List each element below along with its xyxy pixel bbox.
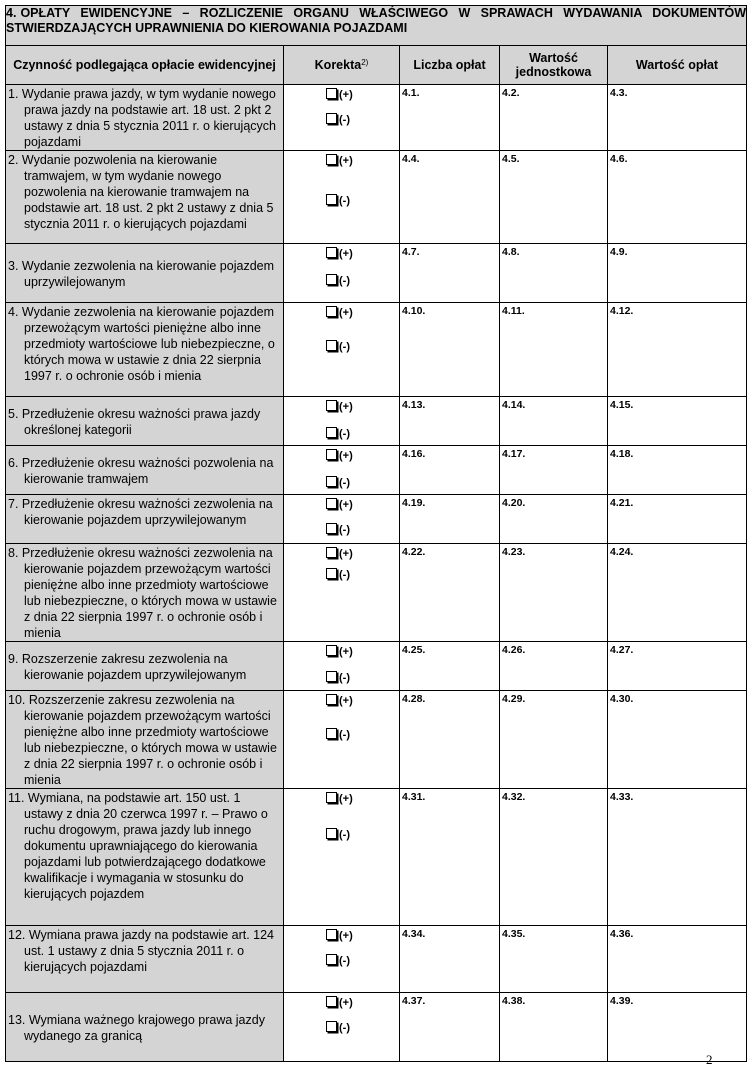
- activity-cell: [6, 691, 284, 789]
- correction-cell: [284, 789, 400, 926]
- field-number: 4.29.: [502, 693, 526, 705]
- activity-text: 2. Wydanie pozwolenia na kierowanie tramwajem, w tym wydanie nowego pozwolenia na kierowanie tramwajem na podstawie art. 18 ust. 2 pkt 2 ustawy z dnia 5 stycznia 2011 r. o kierujących pojazdami: [8, 153, 274, 231]
- table-row: [6, 495, 747, 544]
- activity-cell: [6, 303, 284, 397]
- checkbox-square-icon[interactable]: [326, 792, 337, 803]
- activity-text: 11. Wymiana, na podstawie art. 150 ust. 1 ustawy z dnia 20 czerwca 1997 r. – Prawo o ruchu drogowym, prawa jazdy lub innego dokumentu uprawniającego do kierowania pojazdami lub potwierdzającego dodatkowe kwalifikacje i wymagania w stosunku do kierujących pojazdem: [8, 791, 268, 901]
- count-field[interactable]: [400, 446, 500, 495]
- section-title: [6, 6, 747, 46]
- activity-cell: [6, 85, 284, 151]
- unit-value-field[interactable]: [500, 789, 608, 926]
- total-value-field[interactable]: [608, 642, 747, 691]
- checkbox-square-icon[interactable]: [326, 306, 337, 317]
- correction-plus-checkbox[interactable]: [326, 996, 353, 1009]
- activity-cell: [6, 642, 284, 691]
- checkbox-label: (+): [339, 248, 353, 260]
- checkbox-square-icon[interactable]: [326, 427, 337, 438]
- activity-text: 13. Wymiana ważnego krajowego prawa jazdy wydanego za granicą: [8, 1012, 265, 1043]
- correction-minus-checkbox[interactable]: [326, 340, 350, 353]
- correction-cell: [284, 691, 400, 789]
- correction-cell: [284, 397, 400, 446]
- activity-cell: [6, 993, 284, 1062]
- correction-plus-checkbox[interactable]: [326, 449, 353, 462]
- checkbox-square-icon[interactable]: [326, 113, 337, 124]
- count-field[interactable]: [400, 926, 500, 993]
- correction-minus-checkbox[interactable]: [326, 523, 350, 536]
- checkbox-square-icon[interactable]: [326, 247, 337, 258]
- unit-value-field[interactable]: [500, 495, 608, 544]
- unit-value-field[interactable]: [500, 926, 608, 993]
- correction-plus-checkbox[interactable]: [326, 306, 353, 319]
- checkbox-square-icon[interactable]: [326, 400, 337, 411]
- checkbox-square-icon[interactable]: [326, 954, 337, 965]
- table-row: [6, 993, 747, 1062]
- correction-cell: [284, 544, 400, 642]
- section-title-text: OPŁATY EWIDENCYJNE – ROZLICZENIE ORGANU WŁAŚCIWEGO W SPRAWACH WYDAWANIA DOKUMENTÓW STWIERDZAJĄCYCH UPRAWNIENIA DO KIEROWANIA POJAZDAMI: [6, 6, 746, 35]
- checkbox-square-icon[interactable]: [326, 498, 337, 509]
- table-row: [6, 789, 747, 926]
- field-number: 4.39.: [610, 995, 634, 1007]
- correction-plus-checkbox[interactable]: [326, 547, 353, 560]
- correction-minus-checkbox[interactable]: [326, 194, 350, 207]
- checkbox-square-icon[interactable]: [326, 194, 337, 205]
- total-value-field[interactable]: [608, 691, 747, 789]
- correction-cell: [284, 642, 400, 691]
- header-total-value: Wartość opłat: [608, 46, 747, 85]
- checkbox-square-icon[interactable]: [326, 828, 337, 839]
- correction-cell: [284, 495, 400, 544]
- activity-cell: [6, 926, 284, 993]
- field-number: 4.33.: [610, 791, 634, 803]
- activity-cell: [6, 544, 284, 642]
- field-number: 4.11.: [502, 305, 525, 317]
- checkbox-square-icon[interactable]: [326, 568, 337, 579]
- field-number: 4.1.: [402, 87, 420, 99]
- correction-minus-checkbox[interactable]: [326, 671, 350, 684]
- checkbox-label: (+): [339, 155, 353, 167]
- count-field[interactable]: [400, 544, 500, 642]
- checkbox-label: (+): [339, 793, 353, 805]
- correction-cell: [284, 926, 400, 993]
- checkbox-label: (+): [339, 499, 353, 511]
- checkbox-square-icon[interactable]: [326, 1021, 337, 1032]
- activity-cell: [6, 397, 284, 446]
- correction-cell: [284, 151, 400, 244]
- checkbox-label: (-): [339, 275, 350, 287]
- correction-plus-checkbox[interactable]: [326, 88, 353, 101]
- correction-minus-checkbox[interactable]: [326, 1021, 350, 1034]
- checkbox-label: (-): [339, 477, 350, 489]
- activity-cell: [6, 789, 284, 926]
- field-number: 4.27.: [610, 644, 634, 656]
- total-value-field[interactable]: [608, 446, 747, 495]
- field-number: 4.16.: [402, 448, 426, 460]
- total-value-field[interactable]: [608, 544, 747, 642]
- field-number: 4.22.: [402, 546, 426, 558]
- activity-cell: [6, 244, 284, 303]
- correction-cell: [284, 85, 400, 151]
- field-number: 4.34.: [402, 928, 426, 940]
- checkbox-square-icon[interactable]: [326, 449, 337, 460]
- correction-plus-checkbox[interactable]: [326, 154, 353, 167]
- header-correction: [284, 46, 400, 85]
- table-row: [6, 151, 747, 244]
- checkbox-label: (+): [339, 450, 353, 462]
- count-field[interactable]: [400, 495, 500, 544]
- field-number: 4.17.: [502, 448, 526, 460]
- checkbox-square-icon[interactable]: [326, 274, 337, 285]
- field-number: 4.5.: [502, 153, 520, 165]
- checkbox-label: (-): [339, 524, 350, 536]
- header-count: Liczba opłat: [400, 46, 500, 85]
- unit-value-field[interactable]: [500, 691, 608, 789]
- checkbox-label: (-): [339, 829, 350, 841]
- checkbox-label: (+): [339, 548, 353, 560]
- correction-plus-checkbox[interactable]: [326, 498, 353, 511]
- checkbox-label: (-): [339, 672, 350, 684]
- activity-cell: [6, 495, 284, 544]
- field-number: 4.36.: [610, 928, 634, 940]
- field-number: 4.7.: [402, 246, 420, 258]
- checkbox-square-icon[interactable]: [326, 671, 337, 682]
- checkbox-label: (-): [339, 428, 350, 440]
- checkbox-square-icon[interactable]: [326, 728, 337, 739]
- field-number: 4.23.: [502, 546, 526, 558]
- count-field[interactable]: [400, 993, 500, 1062]
- table-row: [6, 691, 747, 789]
- count-field[interactable]: [400, 244, 500, 303]
- field-number: 4.24.: [610, 546, 634, 558]
- table-row: [6, 244, 747, 303]
- count-field[interactable]: [400, 151, 500, 244]
- footnote-marker: 2): [361, 58, 369, 67]
- total-value-field[interactable]: [608, 789, 747, 926]
- correction-plus-checkbox[interactable]: [326, 929, 353, 942]
- activity-cell: [6, 446, 284, 495]
- activity-text: 7. Przedłużenie okresu ważności zezwolenia na kierowanie pojazdem uprzywilejowanym: [8, 497, 273, 527]
- field-number: 4.35.: [502, 928, 526, 940]
- correction-plus-checkbox[interactable]: [326, 694, 353, 707]
- total-value-field[interactable]: [608, 495, 747, 544]
- correction-minus-checkbox[interactable]: [326, 954, 350, 967]
- activity-text: 8. Przedłużenie okresu ważności zezwolenia na kierowanie pojazdem przewożącym wartości pieniężne albo inne przedmioty wartościowe lub niebezpieczne, o których mowa w ustawie z dnia 22 sierpnia 1997 r. o ochronie osób i mienia: [8, 546, 277, 640]
- table-row: [6, 642, 747, 691]
- count-field[interactable]: [400, 642, 500, 691]
- checkbox-label: (+): [339, 646, 353, 658]
- field-number: 4.3.: [610, 87, 628, 99]
- unit-value-field[interactable]: [500, 303, 608, 397]
- unit-value-field[interactable]: [500, 397, 608, 446]
- activity-text: 12. Wymiana prawa jazdy na podstawie art. 124 ust. 1 ustawy z dnia 5 stycznia 2011 r. o kierujących pojazdami: [8, 928, 275, 974]
- field-number: 4.12.: [610, 305, 634, 317]
- checkbox-square-icon[interactable]: [326, 88, 337, 99]
- correction-minus-checkbox[interactable]: [326, 274, 350, 287]
- activity-text: 9. Rozszerzenie zakresu zezwolenia na kierowanie pojazdem uprzywilejowanym: [8, 651, 247, 682]
- activity-text: 5. Przedłużenie okresu ważności prawa jazdy określonej kategorii: [8, 406, 261, 437]
- checkbox-label: (-): [339, 195, 350, 207]
- table-row: [6, 544, 747, 642]
- activity-text: 3. Wydanie zezwolenia na kierowanie pojazdem uprzywilejowanym: [8, 258, 275, 289]
- checkbox-label: (-): [339, 1022, 350, 1034]
- checkbox-square-icon[interactable]: [326, 694, 337, 705]
- correction-minus-checkbox[interactable]: [326, 427, 350, 440]
- checkbox-label: (-): [339, 955, 350, 967]
- field-number: 4.20.: [502, 497, 526, 509]
- total-value-field[interactable]: [608, 926, 747, 993]
- unit-value-field[interactable]: [500, 642, 608, 691]
- field-number: 4.37.: [402, 995, 426, 1007]
- field-number: 4.15.: [610, 399, 634, 411]
- activity-text: 4. Wydanie zezwolenia na kierowanie pojazdem przewożącym wartości pieniężne albo inne przedmioty wartościowe lub niebezpieczne, o których mowa w ustawie z dnia 22 sierpnia 1997 r. o ochronie osób i mienia: [8, 305, 275, 383]
- total-value-field[interactable]: [608, 303, 747, 397]
- correction-cell: [284, 446, 400, 495]
- unit-value-field[interactable]: [500, 244, 608, 303]
- field-number: 4.10.: [402, 305, 426, 317]
- header-correction-label: Korekta: [314, 58, 362, 72]
- correction-plus-checkbox[interactable]: [326, 792, 353, 805]
- total-value-field[interactable]: [608, 85, 747, 151]
- correction-plus-checkbox[interactable]: [326, 247, 353, 260]
- count-field[interactable]: [400, 789, 500, 926]
- checkbox-square-icon[interactable]: [326, 523, 337, 534]
- total-value-field[interactable]: [608, 244, 747, 303]
- activity-text: 10. Rozszerzenie zakresu zezwolenia na kierowanie pojazdem przewożącym wartości pieniężne albo inne przedmioty wartościowe lub niebezpieczne, o których mowa w ustawie z dnia 22 sierpnia 1997 r. o ochronie osób i mienia: [8, 693, 277, 787]
- field-number: 4.6.: [610, 153, 628, 165]
- field-number: 4.19.: [402, 497, 426, 509]
- correction-minus-checkbox[interactable]: [326, 113, 350, 126]
- table-row: [6, 926, 747, 993]
- checkbox-square-icon[interactable]: [326, 476, 337, 487]
- table-row: [6, 397, 747, 446]
- table-row: [6, 85, 747, 151]
- header-unit-value: Wartość jednostkowa: [500, 46, 608, 85]
- checkbox-label: (+): [339, 997, 353, 1009]
- correction-minus-checkbox[interactable]: [326, 728, 350, 741]
- field-number: 4.21.: [610, 497, 634, 509]
- header-activity: Czynność podlegająca opłacie ewidencyjnej: [6, 46, 284, 85]
- page-number: 2: [706, 1052, 713, 1067]
- checkbox-square-icon[interactable]: [326, 996, 337, 1007]
- field-number: 4.26.: [502, 644, 526, 656]
- checkbox-label: (+): [339, 930, 353, 942]
- header-row: [6, 46, 747, 85]
- field-number: 4.38.: [502, 995, 526, 1007]
- field-number: 4.32.: [502, 791, 526, 803]
- activity-text: 6. Przedłużenie okresu ważności pozwolenia na kierowanie tramwajem: [8, 455, 274, 486]
- checkbox-label: (-): [339, 114, 350, 126]
- correction-minus-checkbox[interactable]: [326, 828, 350, 841]
- correction-cell: [284, 244, 400, 303]
- field-number: 4.2.: [502, 87, 520, 99]
- correction-plus-checkbox[interactable]: [326, 400, 353, 413]
- field-number: 4.9.: [610, 246, 628, 258]
- table-row: [6, 303, 747, 397]
- field-number: 4.25.: [402, 644, 426, 656]
- field-number: 4.14.: [502, 399, 526, 411]
- checkbox-label: (+): [339, 401, 353, 413]
- total-value-field[interactable]: [608, 397, 747, 446]
- correction-plus-checkbox[interactable]: [326, 645, 353, 658]
- field-number: 4.8.: [502, 246, 520, 258]
- field-number: 4.30.: [610, 693, 634, 705]
- checkbox-label: (-): [339, 729, 350, 741]
- unit-value-field[interactable]: [500, 544, 608, 642]
- section-number: 4.: [6, 6, 17, 20]
- checkbox-square-icon[interactable]: [326, 645, 337, 656]
- unit-value-field[interactable]: [500, 151, 608, 244]
- count-field[interactable]: [400, 85, 500, 151]
- table-row: [6, 446, 747, 495]
- total-value-field[interactable]: [608, 993, 747, 1062]
- unit-value-field[interactable]: [500, 993, 608, 1062]
- correction-minus-checkbox[interactable]: [326, 476, 350, 489]
- checkbox-square-icon[interactable]: [326, 154, 337, 165]
- checkbox-label: (+): [339, 89, 353, 101]
- fees-table: [5, 5, 747, 1062]
- correction-cell: [284, 303, 400, 397]
- activity-cell: [6, 151, 284, 244]
- total-value-field[interactable]: [608, 151, 747, 244]
- correction-minus-checkbox[interactable]: [326, 568, 350, 581]
- checkbox-label: (+): [339, 307, 353, 319]
- field-number: 4.28.: [402, 693, 426, 705]
- checkbox-square-icon[interactable]: [326, 547, 337, 558]
- field-number: 4.4.: [402, 153, 420, 165]
- count-field[interactable]: [400, 691, 500, 789]
- checkbox-square-icon[interactable]: [326, 340, 337, 351]
- unit-value-field[interactable]: [500, 85, 608, 151]
- field-number: 4.13.: [402, 399, 426, 411]
- correction-cell: [284, 993, 400, 1062]
- field-number: 4.31.: [402, 791, 426, 803]
- unit-value-field[interactable]: [500, 446, 608, 495]
- field-number: 4.18.: [610, 448, 634, 460]
- checkbox-label: (-): [339, 569, 350, 581]
- checkbox-square-icon[interactable]: [326, 929, 337, 940]
- checkbox-label: (-): [339, 341, 350, 353]
- count-field[interactable]: [400, 303, 500, 397]
- count-field[interactable]: [400, 397, 500, 446]
- checkbox-label: (+): [339, 695, 353, 707]
- activity-text: 1. Wydanie prawa jazdy, w tym wydanie nowego prawa jazdy na podstawie art. 18 ust. 2 pkt 2 ustawy z dnia 5 stycznia 2011 r. o kierujących pojazdami: [8, 87, 276, 149]
